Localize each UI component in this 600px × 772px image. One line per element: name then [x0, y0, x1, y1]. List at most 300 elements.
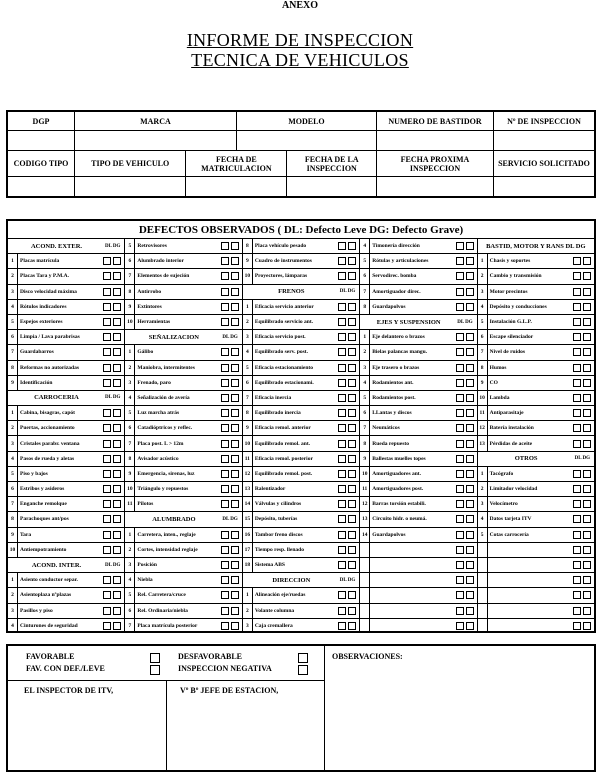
dg-checkbox[interactable] [113, 364, 121, 372]
dl-checkbox[interactable] [573, 485, 581, 493]
defect-row [478, 436, 594, 451]
dg-checkbox[interactable] [583, 515, 591, 523]
dl-checkbox[interactable] [103, 546, 111, 554]
dl-checkbox[interactable] [573, 394, 581, 402]
dl-checkbox[interactable] [221, 500, 229, 508]
defect-label: Catadióptricos y reflec. [137, 425, 193, 432]
dl-checkbox[interactable] [103, 500, 111, 508]
dl-checkbox[interactable] [456, 272, 464, 280]
dl-checkbox[interactable] [573, 607, 581, 615]
dl-checkbox[interactable] [456, 622, 464, 630]
dg-checkbox[interactable] [583, 424, 591, 432]
defects-column [360, 239, 477, 633]
dg-checkbox[interactable] [231, 622, 239, 630]
dl-checkbox[interactable] [221, 288, 229, 296]
dg-checkbox[interactable] [583, 531, 591, 539]
dl-checkbox[interactable] [338, 257, 346, 265]
dl-checkbox[interactable] [456, 364, 464, 372]
dl-checkbox[interactable] [573, 333, 581, 341]
dg-checkbox[interactable] [583, 379, 591, 387]
dl-checkbox[interactable] [456, 440, 464, 448]
defect-number: 11 [243, 452, 253, 466]
defect-checkboxes [456, 515, 477, 523]
dg-checkbox[interactable] [466, 546, 474, 554]
dg-checkbox[interactable] [113, 531, 121, 539]
dl-checkbox[interactable] [103, 257, 111, 265]
dl-checkbox[interactable] [338, 500, 346, 508]
dl-checkbox[interactable] [456, 515, 464, 523]
dg-checkbox[interactable] [348, 500, 356, 508]
dl-checkbox[interactable] [573, 409, 581, 417]
dl-checkbox[interactable] [221, 561, 229, 569]
dl-checkbox[interactable] [103, 622, 111, 630]
dg-checkbox[interactable] [113, 576, 121, 584]
dl-checkbox[interactable] [338, 546, 346, 554]
dl-checkbox[interactable] [221, 622, 229, 630]
dg-checkbox[interactable] [231, 379, 239, 387]
dg-checkbox[interactable] [348, 622, 356, 630]
dg-checkbox[interactable] [231, 272, 239, 280]
dg-checkbox[interactable] [113, 257, 121, 265]
dl-checkbox[interactable] [573, 531, 581, 539]
dg-checkbox[interactable] [231, 546, 239, 554]
dl-checkbox[interactable] [456, 561, 464, 569]
dl-checkbox[interactable] [103, 272, 111, 280]
dl-checkbox[interactable] [221, 531, 229, 539]
dl-checkbox[interactable] [573, 440, 581, 448]
dl-checkbox[interactable] [103, 379, 111, 387]
dg-checkbox[interactable] [348, 409, 356, 417]
dg-checkbox[interactable] [231, 409, 239, 417]
dg-checkbox[interactable] [348, 272, 356, 280]
defect-row [243, 361, 359, 376]
defect-checkboxes [221, 500, 242, 508]
dg-checkbox[interactable] [231, 364, 239, 372]
dg-checkbox[interactable] [348, 455, 356, 463]
dg-checkbox[interactable] [348, 561, 356, 569]
dl-checkbox[interactable] [103, 591, 111, 599]
dg-checkbox[interactable] [583, 303, 591, 311]
dg-checkbox[interactable] [113, 409, 121, 417]
dl-checkbox[interactable] [338, 303, 346, 311]
dl-checkbox[interactable] [221, 485, 229, 493]
dl-checkbox[interactable] [338, 348, 346, 356]
dl-checkbox[interactable] [456, 546, 464, 554]
dl-checkbox[interactable] [221, 379, 229, 387]
dg-checkbox[interactable] [466, 242, 474, 250]
dg-checkbox[interactable] [466, 607, 474, 615]
dg-checkbox[interactable] [466, 591, 474, 599]
dg-checkbox[interactable] [113, 591, 121, 599]
desfavorable-label: DESFAVORABLE [178, 652, 243, 661]
defect-row [478, 421, 594, 436]
dl-checkbox[interactable] [338, 379, 346, 387]
dl-checkbox[interactable] [573, 591, 581, 599]
defect-checkboxes [221, 470, 242, 478]
dg-checkbox[interactable] [466, 272, 474, 280]
fav-def-leve-checkbox[interactable] [150, 665, 160, 675]
dgp-label: DGP [7, 111, 75, 131]
defect-checkboxes [338, 272, 359, 280]
dl-checkbox[interactable] [573, 546, 581, 554]
dg-checkbox[interactable] [231, 470, 239, 478]
defect-number: 9 [8, 528, 18, 542]
dl-checkbox[interactable] [221, 440, 229, 448]
dl-checkbox[interactable] [573, 622, 581, 630]
dg-checkbox[interactable] [466, 364, 474, 372]
dg-checkbox[interactable] [583, 622, 591, 630]
dg-checkbox[interactable] [466, 622, 474, 630]
dg-checkbox[interactable] [466, 500, 474, 508]
dg-checkbox[interactable] [113, 318, 121, 326]
dl-checkbox[interactable] [573, 500, 581, 508]
signature-divider [166, 680, 167, 770]
defect-row [125, 619, 241, 633]
dg-checkbox[interactable] [348, 515, 356, 523]
dg-checkbox[interactable] [348, 333, 356, 341]
dg-checkbox[interactable] [466, 440, 474, 448]
defect-number: 1 [478, 467, 488, 481]
defect-row [125, 345, 241, 360]
dg-checkbox[interactable] [466, 288, 474, 296]
dg-checkbox[interactable] [231, 394, 239, 402]
dl-checkbox[interactable] [573, 424, 581, 432]
dl-checkbox[interactable] [456, 379, 464, 387]
dl-checkbox[interactable] [456, 394, 464, 402]
defect-row [243, 391, 359, 406]
dl-dg-label: DL DG [222, 334, 238, 340]
dg-checkbox[interactable] [466, 333, 474, 341]
dg-checkbox[interactable] [348, 546, 356, 554]
favorable-checkbox[interactable] [150, 653, 160, 663]
dl-checkbox[interactable] [221, 546, 229, 554]
defect-row [478, 543, 594, 558]
fecha-matriculacion-field[interactable] [186, 177, 287, 197]
dl-checkbox[interactable] [338, 409, 346, 417]
dg-checkbox[interactable] [231, 318, 239, 326]
dg-checkbox[interactable] [466, 515, 474, 523]
dl-checkbox[interactable] [221, 272, 229, 280]
defect-label: Bielas palancas mangu. [372, 349, 428, 356]
dg-checkbox[interactable] [583, 348, 591, 356]
dg-checkbox[interactable] [583, 272, 591, 280]
dl-checkbox[interactable] [221, 318, 229, 326]
dl-checkbox[interactable] [338, 242, 346, 250]
dg-checkbox[interactable] [583, 546, 591, 554]
dl-checkbox[interactable] [103, 531, 111, 539]
dl-checkbox[interactable] [456, 500, 464, 508]
dl-checkbox[interactable] [573, 576, 581, 584]
defect-number: 2 [243, 604, 253, 618]
dl-checkbox[interactable] [338, 455, 346, 463]
dg-checkbox[interactable] [466, 455, 474, 463]
dl-checkbox[interactable] [103, 288, 111, 296]
dg-checkbox[interactable] [113, 440, 121, 448]
dg-checkbox[interactable] [348, 470, 356, 478]
bastidor-field[interactable] [377, 131, 494, 151]
dl-checkbox[interactable] [456, 485, 464, 493]
dl-checkbox[interactable] [456, 470, 464, 478]
dg-checkbox[interactable] [231, 591, 239, 599]
defect-label: Placa post. L > 12m [137, 440, 184, 447]
fecha-proxima-field[interactable] [377, 177, 494, 197]
defect-number: 3 [478, 497, 488, 511]
dl-checkbox[interactable] [456, 348, 464, 356]
dg-checkbox[interactable] [466, 379, 474, 387]
dg-checkbox[interactable] [113, 303, 121, 311]
dl-checkbox[interactable] [103, 455, 111, 463]
defect-row [478, 573, 594, 588]
dg-checkbox[interactable] [583, 333, 591, 341]
defect-checkboxes [103, 288, 124, 296]
dl-checkbox[interactable] [573, 470, 581, 478]
dg-checkbox[interactable] [466, 470, 474, 478]
dl-checkbox[interactable] [338, 622, 346, 630]
dl-checkbox[interactable] [573, 364, 581, 372]
dg-checkbox[interactable] [583, 257, 591, 265]
dg-checkbox[interactable] [231, 531, 239, 539]
dg-checkbox[interactable] [583, 500, 591, 508]
dl-checkbox[interactable] [103, 364, 111, 372]
dg-checkbox[interactable] [231, 257, 239, 265]
dl-checkbox[interactable] [573, 272, 581, 280]
dg-checkbox[interactable] [348, 394, 356, 402]
dl-checkbox[interactable] [338, 364, 346, 372]
defect-row [360, 467, 476, 482]
dg-checkbox[interactable] [113, 379, 121, 387]
dg-checkbox[interactable] [583, 440, 591, 448]
dl-checkbox[interactable] [103, 318, 111, 326]
dg-checkbox[interactable] [348, 364, 356, 372]
dg-checkbox[interactable] [466, 561, 474, 569]
dg-checkbox[interactable] [348, 531, 356, 539]
dl-checkbox[interactable] [456, 531, 464, 539]
dl-checkbox[interactable] [338, 440, 346, 448]
defect-label: Caja cremallera [254, 622, 293, 629]
dg-checkbox[interactable] [466, 576, 474, 584]
dg-checkbox[interactable] [348, 303, 356, 311]
dl-checkbox[interactable] [221, 424, 229, 432]
dg-checkbox[interactable] [348, 440, 356, 448]
dg-checkbox[interactable] [348, 242, 356, 250]
defect-label: Enganche remolque [20, 501, 67, 508]
dl-checkbox[interactable] [338, 561, 346, 569]
dg-checkbox[interactable] [113, 348, 121, 356]
dl-checkbox[interactable] [573, 515, 581, 523]
codigo-tipo-field[interactable] [7, 177, 75, 197]
dl-checkbox[interactable] [456, 576, 464, 584]
dl-checkbox[interactable] [221, 470, 229, 478]
dl-checkbox[interactable] [456, 607, 464, 615]
dg-checkbox[interactable] [466, 303, 474, 311]
dl-checkbox[interactable] [456, 257, 464, 265]
dg-checkbox[interactable] [348, 607, 356, 615]
dg-checkbox[interactable] [231, 288, 239, 296]
dg-checkbox[interactable] [113, 485, 121, 493]
dg-checkbox[interactable] [466, 394, 474, 402]
dl-checkbox[interactable] [573, 561, 581, 569]
defect-row [360, 573, 476, 588]
dl-checkbox[interactable] [103, 470, 111, 478]
dg-checkbox[interactable] [583, 394, 591, 402]
dg-checkbox[interactable] [348, 318, 356, 326]
dg-checkbox[interactable] [231, 561, 239, 569]
dl-checkbox[interactable] [456, 591, 464, 599]
dl-checkbox[interactable] [338, 333, 346, 341]
dg-checkbox[interactable] [348, 257, 356, 265]
dl-checkbox[interactable] [456, 303, 464, 311]
dl-checkbox[interactable] [221, 591, 229, 599]
dl-checkbox[interactable] [338, 485, 346, 493]
dg-checkbox[interactable] [583, 591, 591, 599]
num-inspeccion-field[interactable] [494, 131, 596, 151]
dg-checkbox[interactable] [583, 364, 591, 372]
dg-checkbox[interactable] [113, 455, 121, 463]
dl-checkbox[interactable] [456, 424, 464, 432]
modelo-field[interactable] [236, 131, 376, 151]
dl-checkbox[interactable] [573, 348, 581, 356]
dl-checkbox[interactable] [338, 318, 346, 326]
dg-checkbox[interactable] [113, 622, 121, 630]
dl-checkbox[interactable] [456, 409, 464, 417]
defect-label: Parachoques ant/pos [20, 516, 69, 523]
dg-checkbox[interactable] [113, 546, 121, 554]
dg-checkbox[interactable] [348, 379, 356, 387]
desfavorable-checkbox[interactable] [298, 653, 308, 663]
dg-checkbox[interactable] [231, 607, 239, 615]
dg-checkbox[interactable] [231, 576, 239, 584]
dl-checkbox[interactable] [338, 470, 346, 478]
dl-checkbox[interactable] [221, 257, 229, 265]
dg-checkbox[interactable] [583, 409, 591, 417]
dg-checkbox[interactable] [231, 440, 239, 448]
dg-checkbox[interactable] [113, 607, 121, 615]
dg-checkbox[interactable] [231, 424, 239, 432]
dl-checkbox[interactable] [221, 409, 229, 417]
section-header-label: ALUMBRADO [152, 515, 196, 523]
tipo-vehiculo-field[interactable] [75, 177, 186, 197]
dl-checkbox[interactable] [456, 242, 464, 250]
defect-number: 3 [125, 558, 135, 572]
dg-checkbox[interactable] [583, 576, 591, 584]
dg-checkbox[interactable] [583, 470, 591, 478]
dgp-field[interactable] [7, 131, 75, 151]
dg-checkbox[interactable] [466, 424, 474, 432]
dl-checkbox[interactable] [103, 409, 111, 417]
dg-checkbox[interactable] [113, 288, 121, 296]
fecha-inspeccion-field[interactable] [287, 177, 377, 197]
dg-checkbox[interactable] [583, 288, 591, 296]
dl-checkbox[interactable] [103, 303, 111, 311]
dg-checkbox[interactable] [583, 485, 591, 493]
dl-checkbox[interactable] [103, 440, 111, 448]
dl-checkbox[interactable] [573, 318, 581, 326]
dl-checkbox[interactable] [338, 607, 346, 615]
defect-label: Rodamientos ant. [372, 379, 414, 386]
dg-checkbox[interactable] [466, 409, 474, 417]
dg-checkbox[interactable] [231, 485, 239, 493]
dl-checkbox[interactable] [456, 455, 464, 463]
dg-checkbox[interactable] [231, 500, 239, 508]
dg-checkbox[interactable] [231, 303, 239, 311]
dl-checkbox[interactable] [573, 379, 581, 387]
defect-checkboxes [338, 561, 359, 569]
dl-checkbox[interactable] [338, 591, 346, 599]
defect-row [478, 269, 594, 284]
dl-checkbox[interactable] [221, 455, 229, 463]
dl-checkbox[interactable] [221, 303, 229, 311]
servicio-solicitado-field[interactable] [494, 177, 596, 197]
dl-checkbox[interactable] [103, 576, 111, 584]
dl-checkbox[interactable] [338, 515, 346, 523]
dl-checkbox[interactable] [573, 288, 581, 296]
dg-checkbox[interactable] [113, 515, 121, 523]
dl-checkbox[interactable] [103, 515, 111, 523]
dl-checkbox[interactable] [221, 576, 229, 584]
defect-checkboxes [456, 364, 477, 372]
dg-checkbox[interactable] [348, 348, 356, 356]
dg-checkbox[interactable] [466, 348, 474, 356]
dl-checkbox[interactable] [338, 424, 346, 432]
dl-checkbox[interactable] [456, 333, 464, 341]
dl-checkbox[interactable] [103, 333, 111, 341]
marca-field[interactable] [75, 131, 237, 151]
dg-checkbox[interactable] [231, 348, 239, 356]
negativa-checkbox[interactable] [298, 665, 308, 675]
defect-checkboxes [103, 318, 124, 326]
defect-number: 7 [243, 391, 253, 405]
dl-checkbox[interactable] [103, 485, 111, 493]
dl-checkbox[interactable] [221, 607, 229, 615]
dg-checkbox[interactable] [113, 333, 121, 341]
marca-label: MARCA [75, 111, 237, 131]
dl-checkbox[interactable] [456, 288, 464, 296]
dl-checkbox[interactable] [221, 394, 229, 402]
dg-checkbox[interactable] [231, 455, 239, 463]
dg-checkbox[interactable] [466, 531, 474, 539]
dg-checkbox[interactable] [348, 424, 356, 432]
dl-checkbox[interactable] [338, 394, 346, 402]
dl-checkbox[interactable] [573, 257, 581, 265]
dg-checkbox[interactable] [583, 318, 591, 326]
dg-checkbox[interactable] [113, 424, 121, 432]
dg-checkbox[interactable] [348, 485, 356, 493]
dl-checkbox[interactable] [221, 348, 229, 356]
dl-checkbox[interactable] [221, 364, 229, 372]
dg-checkbox[interactable] [466, 257, 474, 265]
dg-checkbox[interactable] [113, 500, 121, 508]
dg-checkbox[interactable] [231, 242, 239, 250]
defect-label: Antiparasitaje [489, 410, 524, 417]
dg-checkbox[interactable] [583, 561, 591, 569]
dl-checkbox[interactable] [103, 348, 111, 356]
dl-checkbox[interactable] [338, 531, 346, 539]
dg-checkbox[interactable] [466, 485, 474, 493]
dg-checkbox[interactable] [113, 470, 121, 478]
defect-label: Avisador acústico [137, 455, 179, 462]
dl-checkbox[interactable] [573, 303, 581, 311]
dl-checkbox[interactable] [103, 424, 111, 432]
dg-checkbox[interactable] [113, 272, 121, 280]
dg-checkbox[interactable] [583, 607, 591, 615]
dg-checkbox[interactable] [348, 591, 356, 599]
dl-checkbox[interactable] [103, 607, 111, 615]
defect-label: Ballestas muelles topes [372, 455, 426, 462]
defect-checkboxes [456, 561, 477, 569]
dl-checkbox[interactable] [221, 242, 229, 250]
defect-row [478, 558, 594, 573]
dl-checkbox[interactable] [338, 272, 346, 280]
